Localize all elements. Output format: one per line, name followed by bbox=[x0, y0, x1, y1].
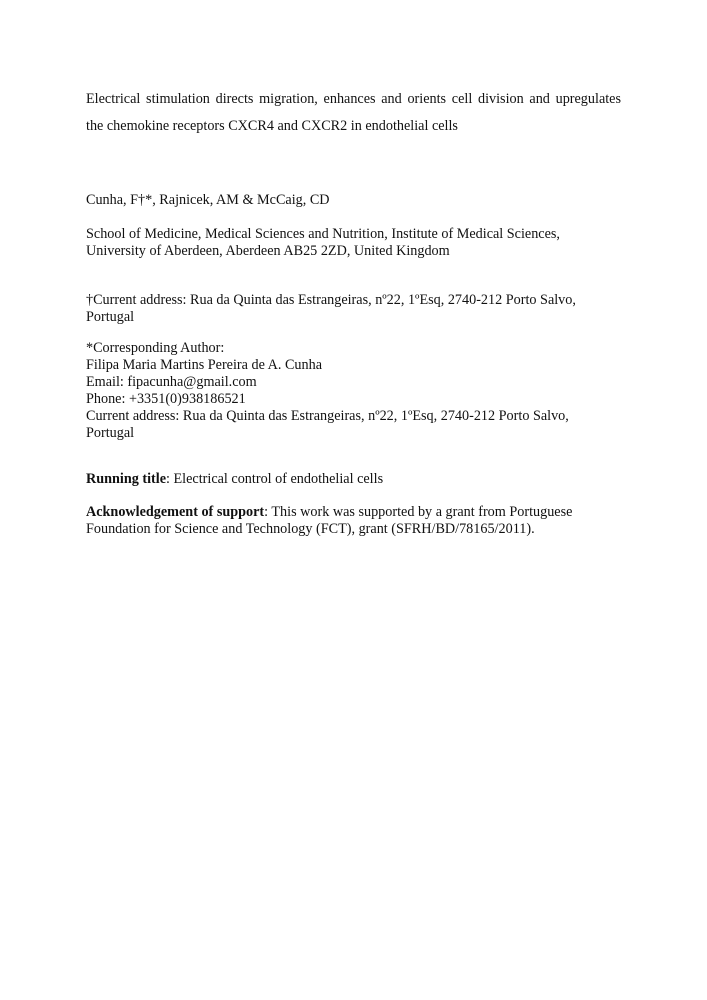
corresponding-author bbox=[86, 340, 626, 442]
paper-title bbox=[86, 86, 621, 140]
running-title-line bbox=[86, 471, 626, 488]
title-line-2: the chemokine receptors CXCR4 and CXCR2 in endothelial cells bbox=[86, 118, 458, 134]
corresponding-heading: *Corresponding Author: bbox=[86, 340, 225, 356]
acknowledgement-label: Acknowledgement of support bbox=[86, 504, 265, 520]
affiliation bbox=[86, 226, 626, 260]
acknowledgement bbox=[86, 504, 626, 538]
affiliation-line-1: School of Medicine, Medical Sciences and Nutrition, Institute of Medical Sciences, bbox=[86, 226, 560, 242]
author-list bbox=[86, 192, 626, 209]
current-address-line-2: Portugal bbox=[86, 309, 135, 325]
acknowledgement-line-1 bbox=[86, 504, 626, 521]
running-title bbox=[86, 471, 626, 488]
authors-text: Cunha, F†*, Rajnicek, AM & McCaig, CD bbox=[86, 192, 330, 208]
running-title-text: : Electrical control of endothelial cells bbox=[166, 471, 384, 487]
corresponding-address-line-2: Portugal bbox=[86, 425, 135, 441]
acknowledgement-text: : This work was supported by a grant from Portuguese bbox=[264, 504, 573, 520]
title-line-1: Electrical stimulation directs migration, enhances and orients cell division and upregulates bbox=[86, 91, 621, 107]
corresponding-phone: Phone: +3351(0)938186521 bbox=[86, 391, 246, 407]
affiliation-line-2: University of Aberdeen, Aberdeen AB25 2ZD, United Kingdom bbox=[86, 243, 450, 259]
current-address bbox=[86, 292, 626, 326]
corresponding-email: Email: fipacunha@gmail.com bbox=[86, 374, 257, 390]
corresponding-name: Filipa Maria Martins Pereira de A. Cunha bbox=[86, 357, 323, 373]
running-title-label: Running title bbox=[86, 471, 167, 487]
current-address-line-1: †Current address: Rua da Quinta das Estrangeiras, nº22, 1ºEsq, 2740-212 Porto Salvo, bbox=[86, 292, 576, 308]
acknowledgement-line-2: Foundation for Science and Technology (FCT), grant (SFRH/BD/78165/2011). bbox=[86, 521, 535, 537]
corresponding-address-line-1: Current address: Rua da Quinta das Estrangeiras, nº22, 1ºEsq, 2740-212 Porto Salvo, bbox=[86, 408, 569, 424]
